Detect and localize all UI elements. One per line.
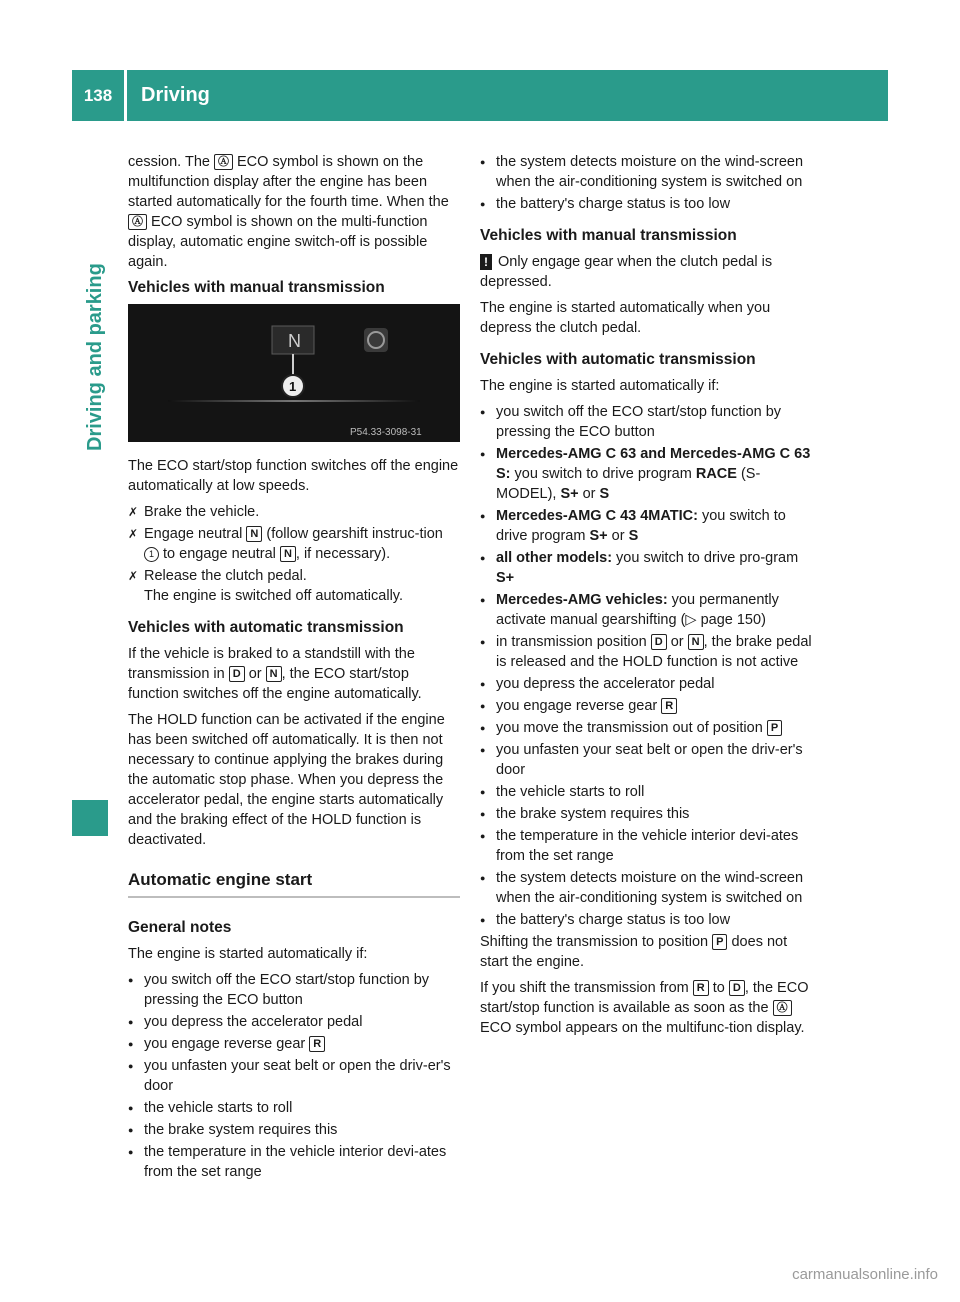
heading-automatic-engine-start: Automatic engine start — [128, 870, 460, 898]
list-item: ● you switch off the ECO start/stop function by pressing the ECO button — [480, 402, 812, 442]
list-item: ● the brake system requires this — [128, 1120, 460, 1140]
list-item: ● the vehicle starts to roll — [128, 1098, 460, 1118]
drive-icon: D — [729, 980, 745, 996]
manual-paragraph: The engine is started automatically when you depress the clutch pedal. — [480, 300, 771, 336]
neutral-icon: N — [280, 546, 296, 562]
eco-on-icon: Ⓐ — [128, 214, 147, 230]
figure-code: P54.33-3098-31 — [350, 427, 422, 438]
heading-automatic-transmission: Vehicles with automatic transmission — [480, 351, 756, 368]
side-tab-label: Driving and parking — [84, 263, 106, 451]
hold-paragraph: The HOLD function can be activated if the engine has been switched off automatically. It is then not necessary to continue applying the brakes during the automatic stop phase. When you depress the accelerator pedal, the engine starts automatically and the braking effect of the HOLD function is deactivated. — [128, 712, 445, 848]
neutral-indicator-text: N — [288, 331, 301, 351]
footer-watermark: carmanualsonline.info — [792, 1266, 938, 1283]
page-number: 138 — [83, 85, 113, 105]
eco-on-icon: Ⓐ — [773, 1000, 792, 1016]
list-item: ● you move the transmission out of position P — [480, 718, 812, 738]
reverse-icon: R — [693, 980, 709, 996]
manual-description: The ECO start/stop function switches off the engine automatically at low speeds. — [128, 458, 459, 494]
display-illustration — [128, 304, 460, 442]
section-title: Driving — [141, 84, 210, 106]
list-item: ● Mercedes-AMG vehicles: you permanently activate manual gearshifting (▷ page 150) — [480, 590, 812, 630]
list-item: ● all other models: you switch to drive pro-gram S+ — [480, 548, 812, 588]
park-icon: P — [712, 934, 727, 950]
intro-paragraph: cession. The Ⓐ ECO symbol is shown on the multifunction display after the engine has been started automatically for the fourth time. When the Ⓐ ECO symbol is shown on the multi-function display, automatic engine switch-off is possible again. — [128, 154, 449, 270]
callout-1-icon: 1 — [144, 547, 159, 562]
page-reference-link[interactable]: ▷ page 150 — [685, 612, 762, 628]
warning-note: ! Only engage gear when the clutch pedal is depressed. — [480, 254, 773, 290]
list-item: ● you unfasten your seat belt or open the driv-er's door — [480, 740, 812, 780]
list-item: ● you depress the accelerator pedal — [128, 1012, 460, 1032]
side-tab-marker — [72, 800, 108, 836]
heading-manual-transmission: Vehicles with manual transmission — [480, 227, 737, 244]
display-figure — [128, 304, 460, 442]
list-item: ● the system detects moisture on the wind-screen when the air-conditioning system is switched on — [480, 152, 812, 192]
list-item: ● the battery's charge status is too low — [480, 194, 812, 214]
list-item: ● you depress the accelerator pedal — [480, 674, 812, 694]
list-item: ● Mercedes-AMG C 63 and Mercedes-AMG C 63 S: you switch to drive program RACE (S-MODEL), S+ or S — [480, 444, 812, 504]
list-item: ● you unfasten your seat belt or open the driv-er's door — [128, 1056, 460, 1096]
header-divider — [124, 70, 127, 121]
list-item: ● the temperature in the vehicle interior devi-ates from the set range — [128, 1142, 460, 1182]
neutral-icon: N — [246, 526, 262, 542]
warning-icon: ! — [480, 254, 492, 270]
heading-manual-transmission: Vehicles with manual transmission — [128, 279, 385, 296]
step-item: ✗ Brake the vehicle. — [128, 502, 460, 522]
reverse-icon: R — [661, 698, 677, 714]
neutral-icon: N — [688, 634, 704, 650]
list-item: ● the vehicle starts to roll — [480, 782, 812, 802]
drive-icon: D — [229, 666, 245, 682]
final-paragraph: If you shift the transmission from R to D , the ECO start/stop function is available as soon as the Ⓐ ECO symbol appears on the multifunc-tion display. — [480, 980, 809, 1036]
shift-paragraph: Shifting the transmission to position P does not start the engine. — [480, 934, 788, 970]
right-column — [480, 152, 812, 1044]
list-item: ● you switch off the ECO start/stop function by pressing the ECO button — [128, 970, 460, 1010]
step-item: ✗ Release the clutch pedal. The engine is switched off automatically. — [128, 566, 460, 606]
heading-general-notes: General notes — [128, 919, 232, 936]
auto-intro: The engine is started automatically if: — [480, 378, 720, 394]
auto-paragraph: If the vehicle is braked to a standstill with the transmission in D or N , the ECO start/stop function switches off the engine automatically. — [128, 646, 422, 702]
list-item: ● the temperature in the vehicle interior devi-ates from the set range — [480, 826, 812, 866]
step-item: ✗ Engage neutral N (follow gearshift instruc-tion 1 to engage neutral N , if necessary). — [128, 524, 460, 564]
list-item: ● the brake system requires this — [480, 804, 812, 824]
list-item: ● in transmission position D or N , the brake pedal is released and the HOLD function is not active — [480, 632, 812, 672]
park-icon: P — [767, 720, 782, 736]
reverse-icon: R — [309, 1036, 325, 1052]
svg-text:1: 1 — [289, 379, 297, 394]
left-column — [128, 152, 460, 1184]
heading-automatic-transmission: Vehicles with automatic transmission — [128, 619, 404, 636]
eco-off-icon: Ⓐ — [214, 154, 233, 170]
general-intro: The engine is started automatically if: — [128, 946, 368, 962]
list-item: ● the battery's charge status is too low — [480, 910, 812, 930]
list-item: ● you engage reverse gear R — [128, 1034, 460, 1054]
neutral-icon: N — [266, 666, 282, 682]
list-item: ● Mercedes-AMG C 43 4MATIC: you switch to drive program S+ or S — [480, 506, 812, 546]
list-item: ● the system detects moisture on the wind-screen when the air-conditioning system is switched on — [480, 868, 812, 908]
list-item: ● you engage reverse gear R — [480, 696, 812, 716]
drive-icon: D — [651, 634, 667, 650]
